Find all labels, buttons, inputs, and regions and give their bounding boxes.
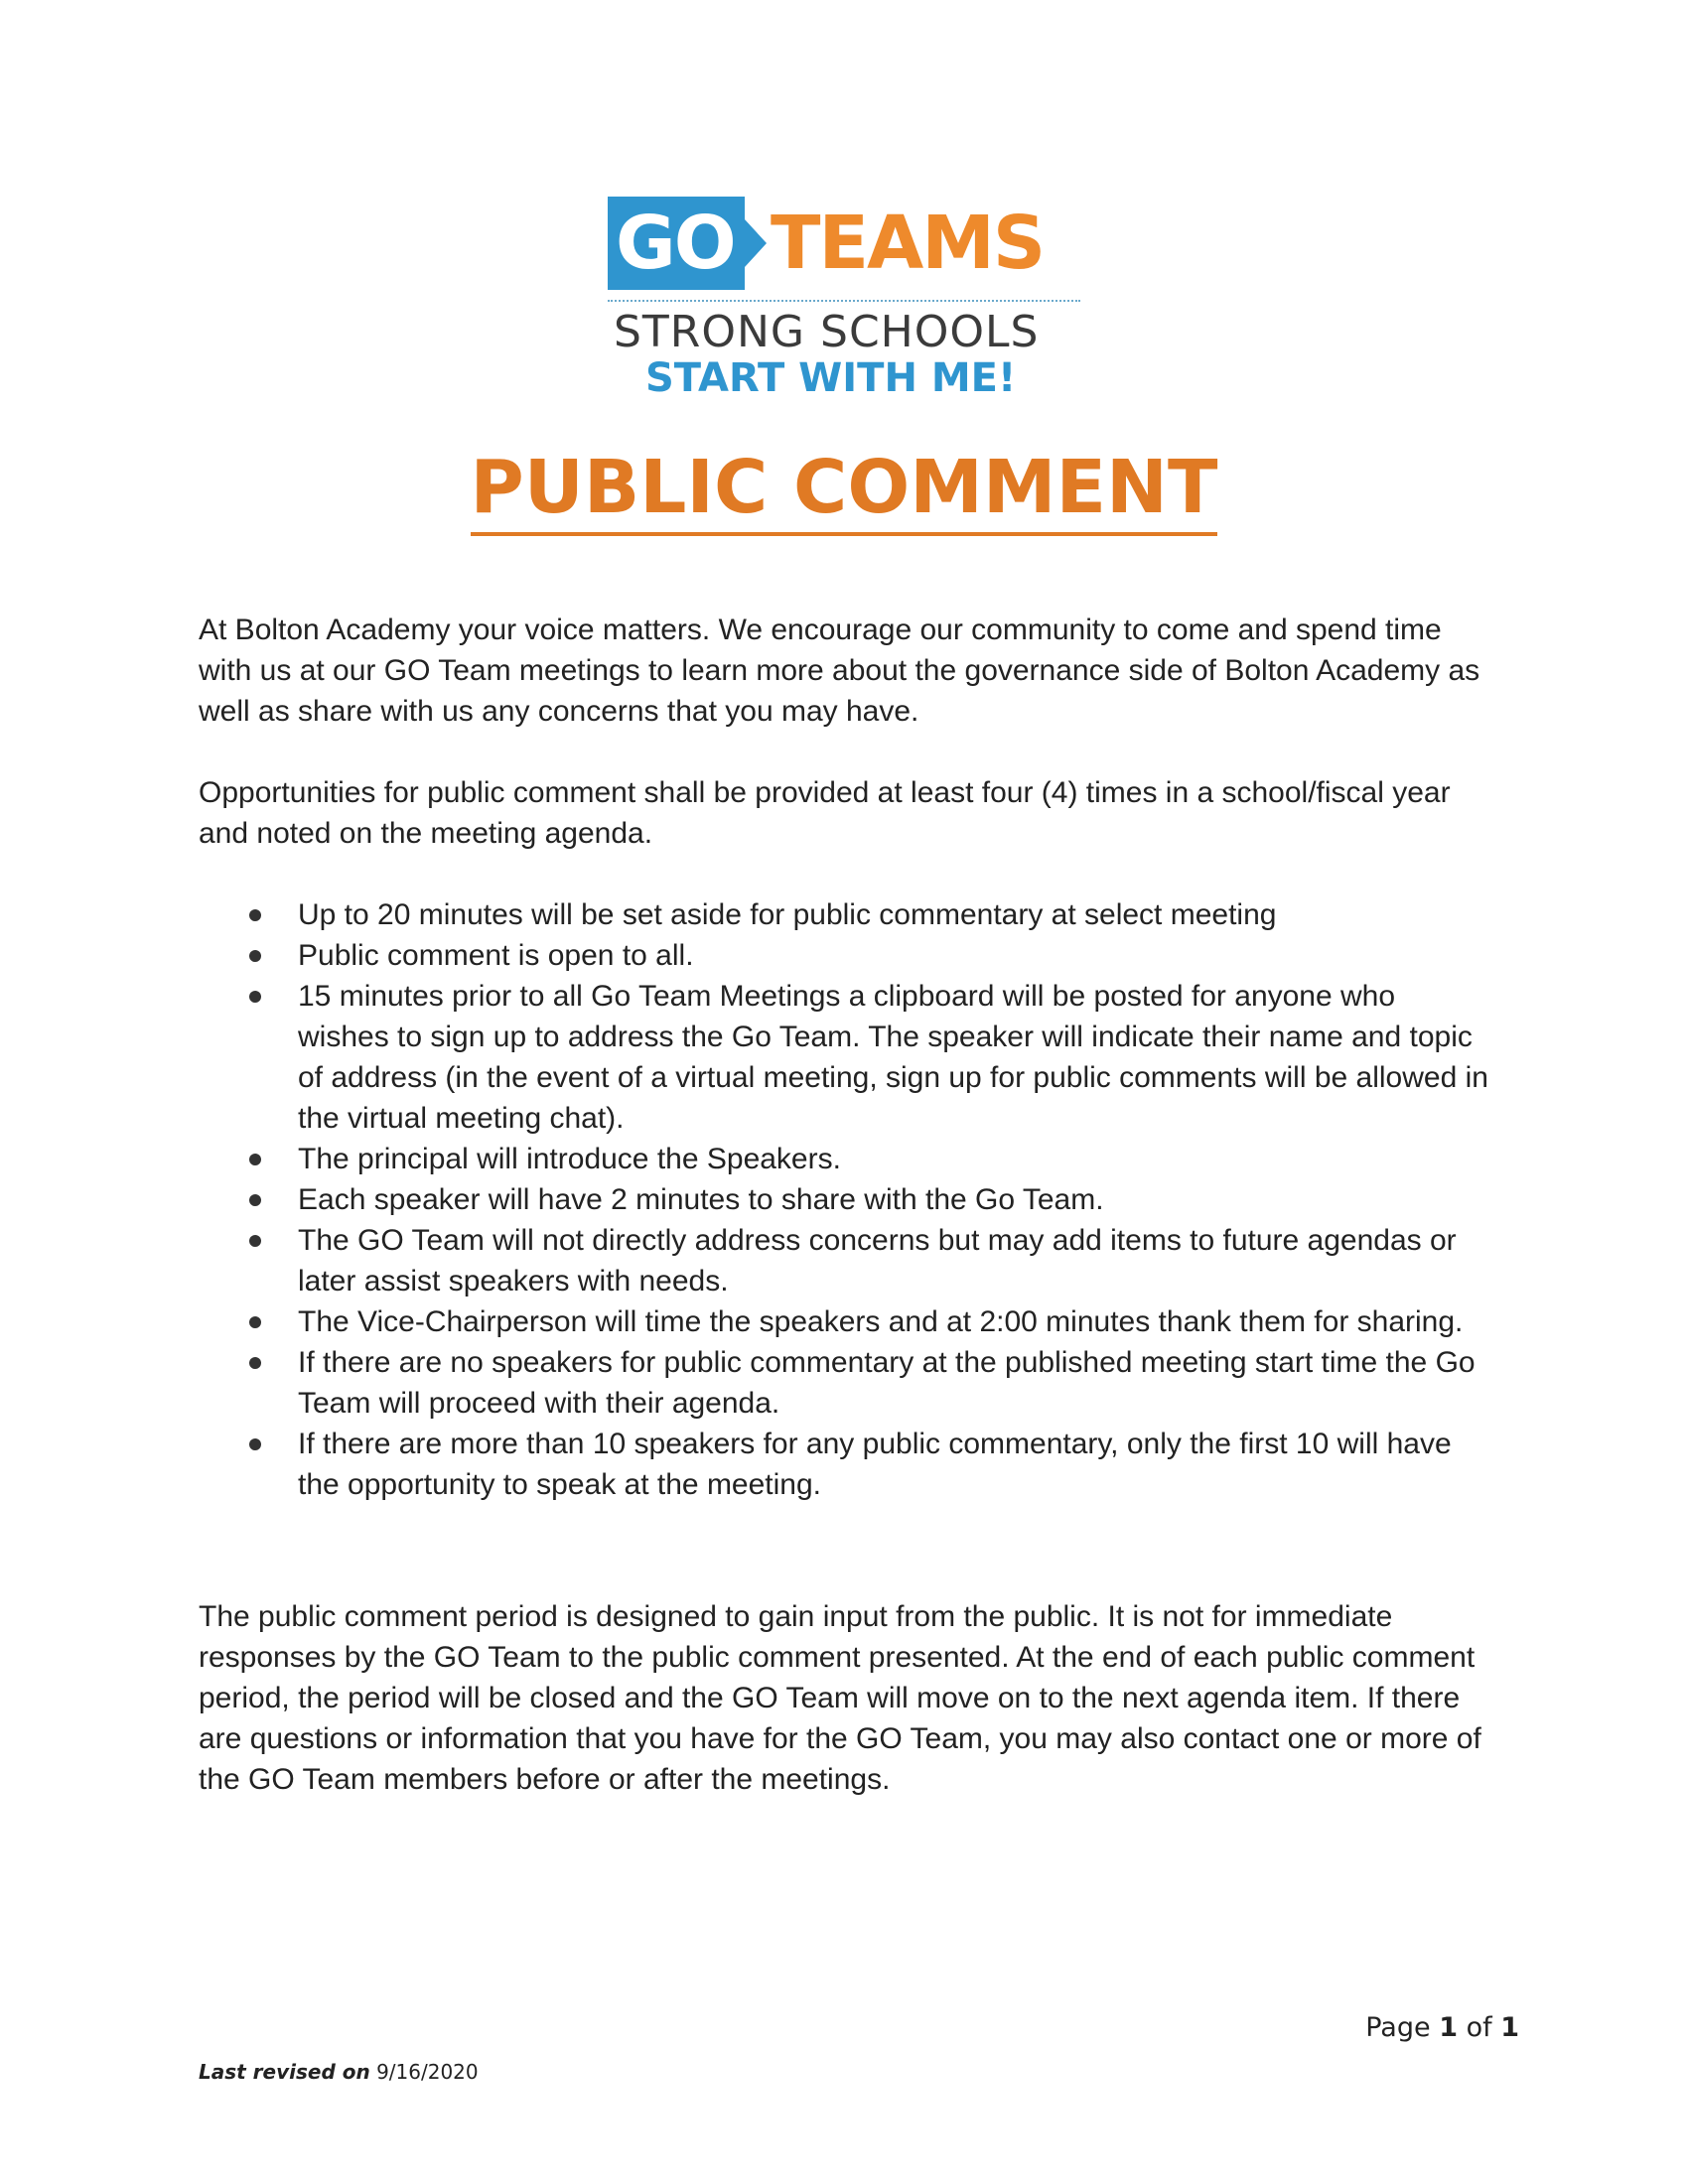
page-of: of bbox=[1466, 2012, 1492, 2043]
page-number bbox=[1321, 2011, 1519, 2045]
bullet-icon bbox=[249, 1316, 261, 1328]
bullet-icon bbox=[249, 1438, 261, 1450]
page-title-text: PUBLIC COMMENT bbox=[471, 445, 1218, 536]
logo-wordmark bbox=[608, 197, 1080, 292]
rule-text: Public comment is open to all. bbox=[298, 939, 694, 972]
rule-text: The GO Team will not directly address concerns but may add items to future agendas or later assist speakers with needs. bbox=[298, 1224, 1457, 1297]
page-label: Page bbox=[1365, 2012, 1431, 2043]
bullet-icon bbox=[249, 1357, 261, 1369]
logo-go-text: GO bbox=[616, 201, 735, 286]
rule-text: The Vice-Chairperson will time the speakers and at 2:00 minutes thank them for sharing. bbox=[298, 1305, 1464, 1338]
revised-label: Last revised on bbox=[199, 2060, 370, 2084]
opportunities-paragraph: Opportunities for public comment shall be provided at least four (4) times in a school/fiscal year and noted on the meeting agenda. bbox=[199, 776, 1451, 850]
logo-teams-text: TEAMS bbox=[771, 201, 1045, 286]
last-revised bbox=[199, 2059, 479, 2085]
page-current: 1 bbox=[1439, 2012, 1458, 2043]
closing-paragraph: The public comment period is designed to gain input from the public. It is not for immediate responses by the GO Team to the public comment presented. At the end of each public comment period, the period will be closed and the GO Team will move on to the next agenda item. If there are questions or information that you have for the GO Team, you may also contact one or more of the GO Team members before or after the meetings. bbox=[199, 1600, 1481, 1796]
rule-item bbox=[199, 1179, 1489, 1220]
rule-item bbox=[199, 894, 1489, 935]
bullet-icon bbox=[249, 1235, 261, 1247]
rule-item bbox=[199, 1139, 1489, 1179]
bullet-icon bbox=[249, 1194, 261, 1206]
page-total: 1 bbox=[1500, 2012, 1519, 2043]
rules-list bbox=[199, 894, 1489, 1505]
logo-arrow-icon bbox=[745, 219, 767, 267]
bullet-icon bbox=[249, 909, 261, 921]
logo-tagline-strong-schools: STRONG SCHOOLS bbox=[614, 307, 1040, 357]
page-title bbox=[0, 445, 1688, 530]
rule-item bbox=[199, 1424, 1489, 1505]
logo-divider bbox=[608, 300, 1080, 302]
rule-item bbox=[199, 1342, 1489, 1424]
bullet-icon bbox=[249, 950, 261, 962]
rule-text: 15 minutes prior to all Go Team Meetings a clipboard will be posted for anyone who wishes to sign up to address the Go Team. The speaker will indicate their name and topic of address (in the event of a virtual meeting, sign up for public comments will be allowed in the virtual meeting chat). bbox=[298, 980, 1488, 1135]
bullet-icon bbox=[249, 991, 261, 1003]
rule-text: If there are no speakers for public commentary at the published meeting start time the Go Team will proceed with their agenda. bbox=[298, 1346, 1476, 1420]
rule-text: The principal will introduce the Speakers. bbox=[298, 1143, 841, 1175]
rule-item bbox=[199, 1220, 1489, 1301]
rule-text: Up to 20 minutes will be set aside for public commentary at select meeting bbox=[298, 898, 1277, 931]
logo-tagline-start-with-me: START WITH ME! bbox=[645, 355, 1017, 401]
rule-item bbox=[199, 935, 1489, 976]
rule-text: If there are more than 10 speakers for any public commentary, only the first 10 will have the opportunity to speak at the meeting. bbox=[298, 1428, 1452, 1501]
intro-paragraph: At Bolton Academy your voice matters. We encourage our community to come and spend time with us at our GO Team meetings to learn more about the governance side of Bolton Academy as well as share with us any concerns that you may have. bbox=[199, 614, 1480, 728]
rule-item bbox=[199, 976, 1489, 1139]
goteams-logo bbox=[608, 197, 1080, 405]
revised-date: 9/16/2020 bbox=[376, 2060, 479, 2084]
rule-text: Each speaker will have 2 minutes to share with the Go Team. bbox=[298, 1183, 1104, 1216]
rule-item bbox=[199, 1301, 1489, 1342]
bullet-icon bbox=[249, 1154, 261, 1165]
